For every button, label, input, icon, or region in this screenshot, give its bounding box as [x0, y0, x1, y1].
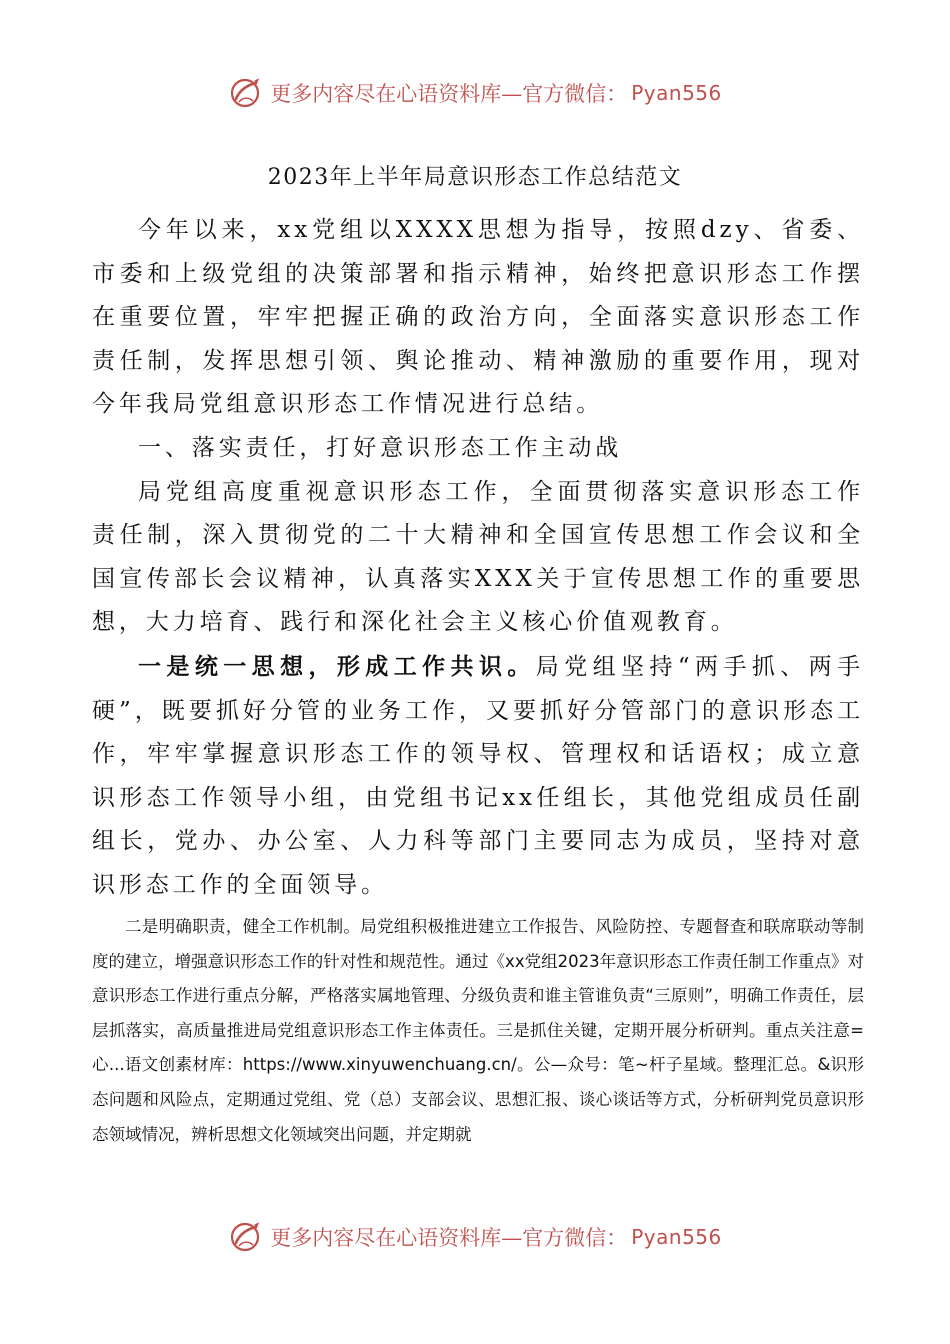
watermark-banner-bottom — [0, 1214, 950, 1260]
section1-paragraph: 局党组高度重视意识形态工作，全面贯彻落实意识形态工作责任制，深入贯彻党的二十大精神和全国宣传思想工作会议和全国宣传部长会议精神，认真落实XXX关于宣传思想工作的重要思想，大力培育、践行和深化社会主义核心价值观教育。 — [92, 478, 864, 636]
point1-paragraph — [92, 645, 864, 908]
watermark-brand-text: 更多内容尽在心语资料库—官方微信： — [270, 82, 628, 106]
intro-paragraph: 今年以来，xx党组以XXXX思想为指导，按照dzy、省委、市委和上级党组的决策部署和指示精神，始终把意识形态工作摆在重要位置，牢牢把握正确的政治方向，全面落实意识形态工作责任制，发挥思想引领、舆论推动、精神激励的重要作用，现对今年我局党组意识形态工作情况进行总结。 — [92, 217, 864, 418]
watermark-banner-top — [0, 70, 950, 116]
document-body-small — [92, 910, 864, 1152]
point1-lead: 一是统一思想，形成工作共识。 — [138, 652, 536, 680]
point1-body: 局党组坚持“两手抓、两手硬”，既要抓好分管的业务工作，又要抓好分管部门的意识形态工作，牢牢掌握意识形态工作的领导权、管理权和话语权；成立意识形态工作领导小组，由党组书记xx任组长，其他党组成员任副组长，党办、办公室、人力科等部门主要同志为成员，坚持对意识形态工作的全面领导。 — [92, 653, 864, 898]
watermark-wechat-id: Pyan556 — [631, 81, 722, 105]
red-pen-swirl-icon — [228, 1219, 264, 1255]
section1-heading: 一、落实责任，打好意识形态工作主动战 — [138, 434, 623, 461]
document-body — [92, 209, 864, 908]
document-title: 2023年上半年局意识形态工作总结范文 — [267, 165, 683, 190]
watermark-wechat-id: Pyan556 — [631, 1225, 722, 1249]
red-pen-swirl-icon — [228, 75, 264, 111]
watermark-brand-text: 更多内容尽在心语资料库—官方微信： — [270, 1226, 628, 1250]
point2-paragraph: 二是明确职责，健全工作机制。局党组积极推进建立工作报告、风险防控、专题督查和联席联动等制度的建立，增强意识形态工作的针对性和规范性。通过《xx党组2023年意识形态工作责任制工作重点》对意识形态工作进行重点分解，严格落实属地管理、分级负责和谁主管谁负责“三原则”，明确工作责任，层层抓落实，高质量推进局党组意识形态工作主体责任。三是抓住关键，定期开展分析研判。重点关注意=心...语文创素材库：https://www.xinyuwenchuang.cn/。公—众号：笔~杆子星域。整理汇总。&识形态问题和风险点，定期通过党组、党（总）支部会议、思想汇报、谈心谈话等方式，分析研判党员意识形态领域情况，辨析思想文化领域突出问题，并定期就 — [92, 917, 864, 1144]
